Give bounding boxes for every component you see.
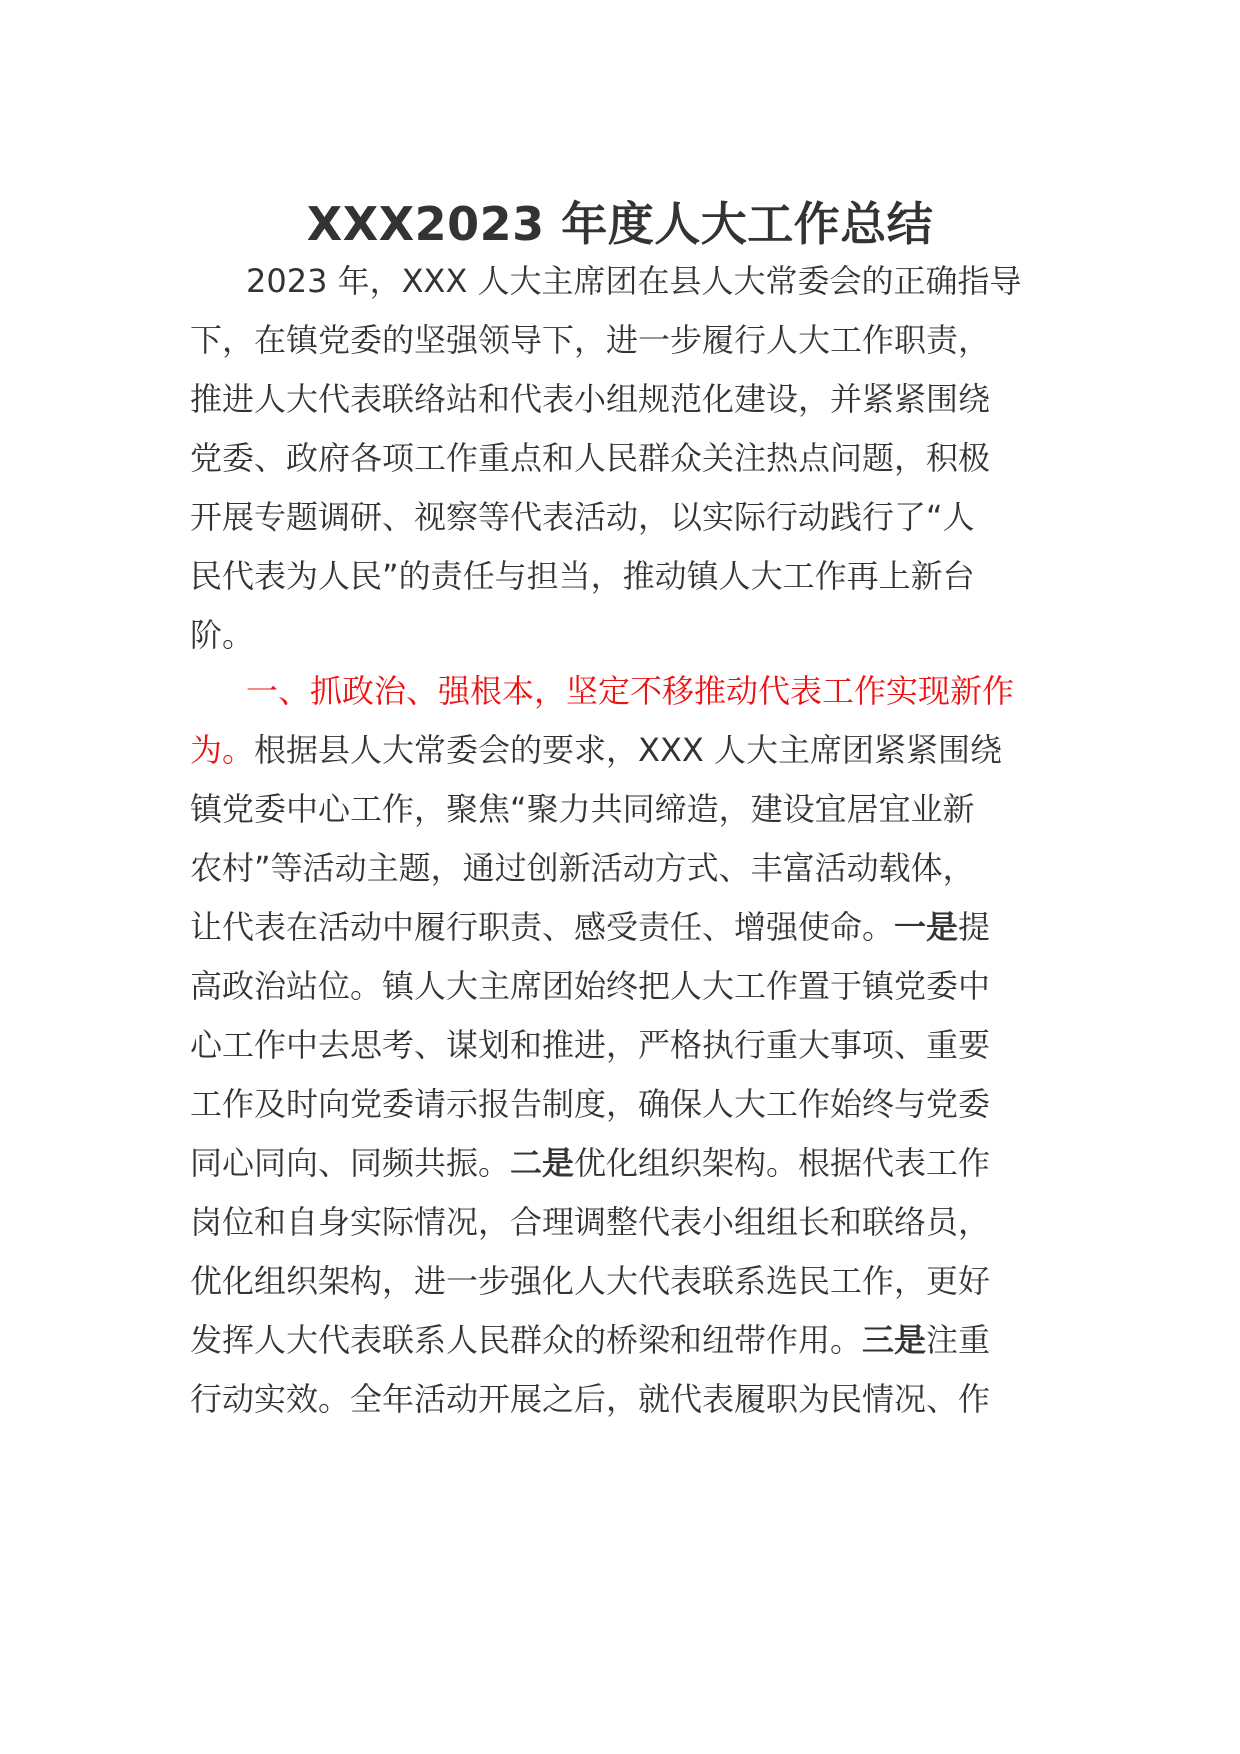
paragraph-1-line: 2023 年，XXX 人大主席团在县人大常委会的正确指导 bbox=[246, 262, 1022, 300]
paragraph-1-line: 党委、政府各项工作重点和人民群众关注热点问题，积极 bbox=[190, 439, 991, 477]
paragraph-1-line: 阶。 bbox=[190, 616, 255, 654]
section-1-line bbox=[190, 1307, 1070, 1373]
section-1-text: 注重 bbox=[926, 1321, 991, 1359]
section-heading-tail: 为。 bbox=[190, 731, 255, 769]
paragraph-1-line: 民代表为人民”的责任与担当，推动镇人大工作再上新台 bbox=[190, 557, 975, 595]
section-1-text: 根据县人大常委会的要求，XXX 人大主席团紧紧围绕 bbox=[254, 731, 1002, 769]
point-marker-1: 一是 bbox=[894, 908, 959, 946]
section-1-text: 让代表在活动中履行职责、感受责任、增强使命。 bbox=[190, 908, 895, 946]
section-1-text: 发挥人大代表联系人民群众的桥梁和纽带作用。 bbox=[190, 1321, 863, 1359]
section-1-line: 工作及时向党委请示报告制度，确保人大工作始终与党委 bbox=[190, 1085, 991, 1123]
paragraph-1-line: 开展专题调研、视察等代表活动，以实际行动践行了“人 bbox=[190, 498, 975, 536]
section-1-line: 高政治站位。镇人大主席团始终把人大工作置于镇党委中 bbox=[190, 967, 991, 1005]
section-heading: 一、抓政治、强根本，坚定不移推动代表工作实现新作 bbox=[246, 672, 1015, 710]
section-1-line: 镇党委中心工作，聚焦“聚力共同缔造，建设宜居宜业新 bbox=[190, 790, 975, 828]
section-1-text: 优化组织架构。根据代表工作 bbox=[574, 1144, 991, 1182]
section-1-line: 行动实效。全年活动开展之后，就代表履职为民情况、作 bbox=[190, 1380, 991, 1418]
section-1-line bbox=[190, 894, 1070, 960]
section-1-line bbox=[190, 1130, 1070, 1196]
paragraph-1-line: 下，在镇党委的坚强领导下，进一步履行人大工作职责， bbox=[190, 321, 991, 359]
section-1-line: 岗位和自身实际情况，合理调整代表小组组长和联络员， bbox=[190, 1203, 991, 1241]
section-1-line: 心工作中去思考、谋划和推进，严格执行重大事项、重要 bbox=[190, 1026, 991, 1064]
point-marker-3: 三是 bbox=[862, 1321, 927, 1359]
section-1-line: 优化组织架构，进一步强化人大代表联系选民工作，更好 bbox=[190, 1262, 991, 1300]
section-1-line bbox=[190, 717, 1070, 783]
section-1-text: 同心同向、同频共振。 bbox=[190, 1144, 511, 1182]
document-title: XXX2023 年度人大工作总结 bbox=[306, 197, 934, 251]
section-1-line: 农村”等活动主题，通过创新活动方式、丰富活动载体， bbox=[190, 849, 975, 887]
section-1-text: 提 bbox=[958, 908, 991, 946]
paragraph-1-line: 推进人大代表联络站和代表小组规范化建设，并紧紧围绕 bbox=[190, 380, 991, 418]
point-marker-2: 二是 bbox=[510, 1144, 575, 1182]
